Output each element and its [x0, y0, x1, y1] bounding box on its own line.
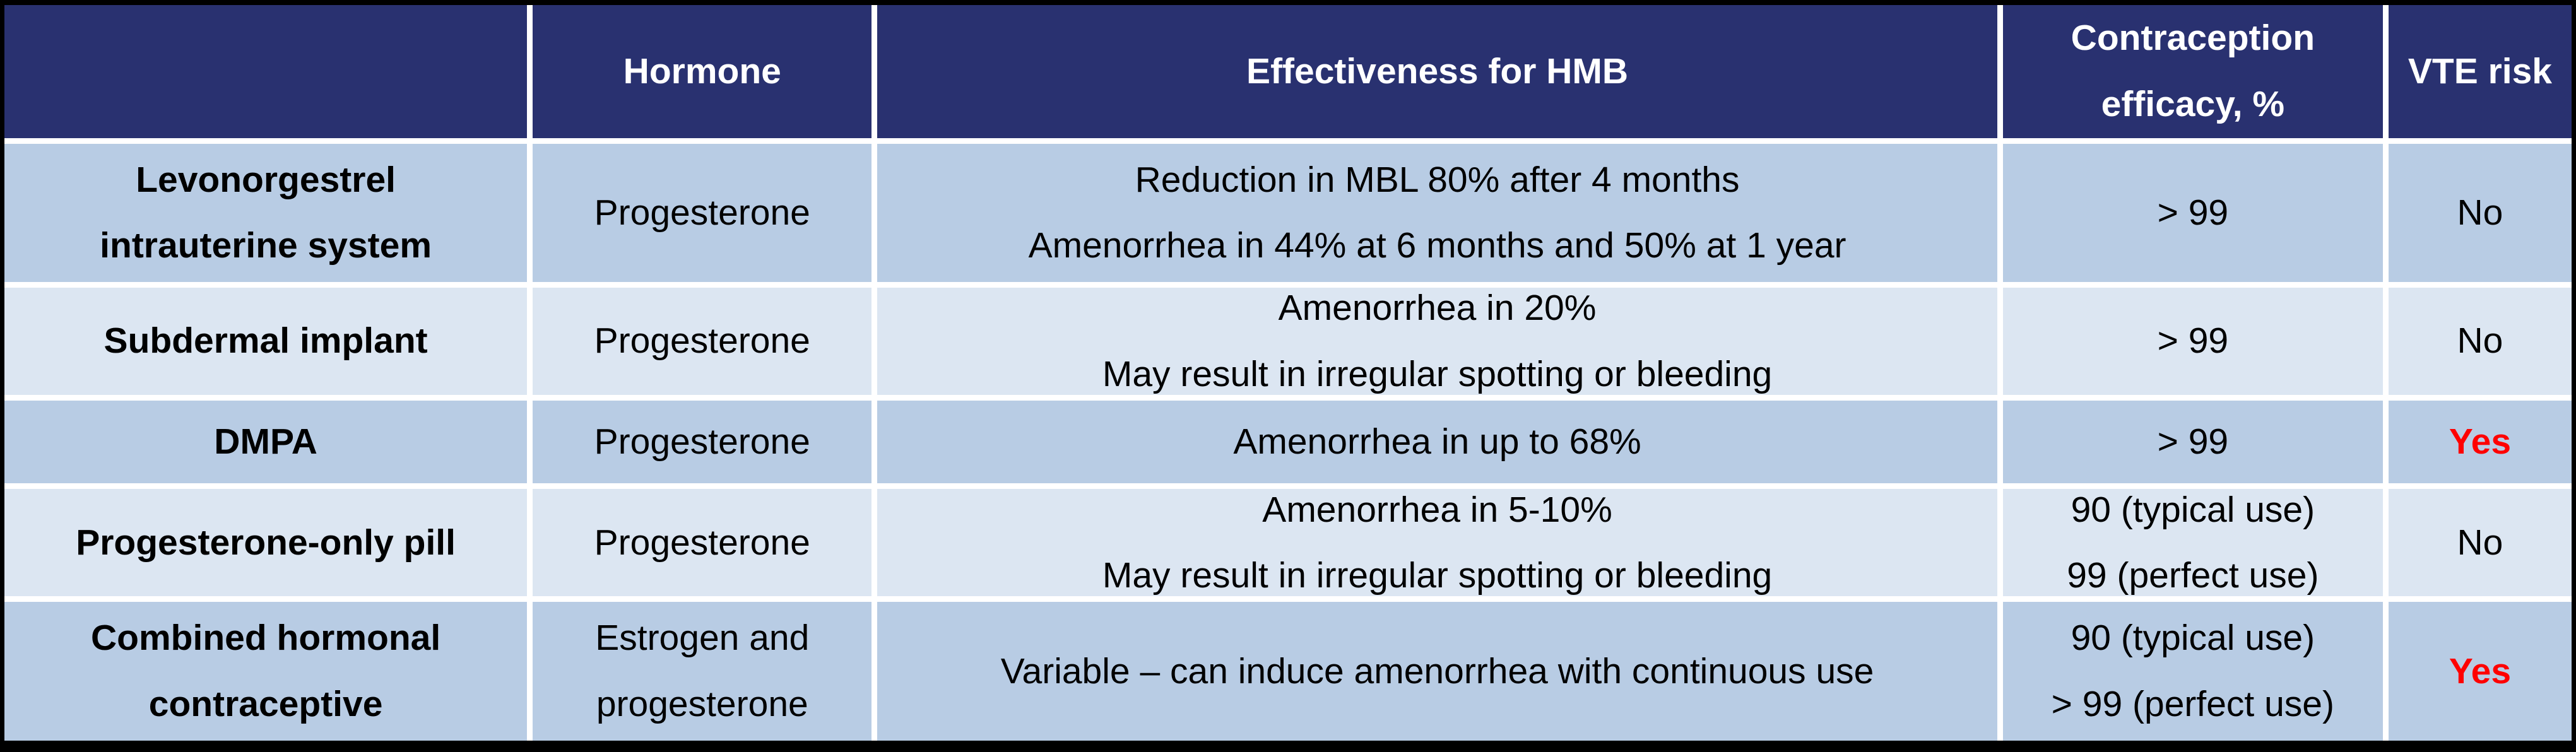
vte-value: No — [2457, 320, 2503, 361]
column-header-hormone: Hormone — [533, 5, 871, 138]
cell-text-line: Amenorrhea in up to 68% — [1233, 421, 1641, 462]
hormonal-contraceptive-table — [4, 5, 2572, 741]
cell-vte-risk — [2389, 144, 2572, 282]
cell-efficacy — [2003, 401, 2383, 484]
column-header-contraception-efficacy: Contraception efficacy, % — [2003, 5, 2383, 138]
cell-text-line: > 99 — [2157, 320, 2229, 361]
cell-hormone — [533, 144, 871, 282]
vte-value: Yes — [2449, 650, 2512, 691]
cell-text-line: 90 (typical use) — [2071, 489, 2315, 530]
row-label-line: intrauterine system — [100, 225, 432, 266]
row-label-line: Subdermal implant — [103, 320, 428, 361]
row-label-line: Combined hormonal — [91, 618, 441, 659]
row-label-line: DMPA — [214, 421, 317, 462]
row-label-combined-hormonal — [4, 602, 527, 741]
cell-hormone — [533, 288, 871, 395]
row-label-line: Progesterone-only pill — [76, 522, 456, 563]
cell-text-line: Progesterone — [594, 522, 810, 563]
row-label-progesterone-only-pill — [4, 489, 527, 596]
column-header-vte-risk: VTE risk — [2389, 5, 2572, 138]
column-header-blank — [4, 5, 527, 138]
cell-effectiveness — [877, 288, 1997, 395]
cell-efficacy — [2003, 288, 2383, 395]
cell-text-line: Estrogen and — [595, 618, 810, 659]
cell-efficacy — [2003, 144, 2383, 282]
cell-hormone — [533, 401, 871, 484]
cell-efficacy — [2003, 489, 2383, 596]
column-header-effectiveness: Effectiveness for HMB — [877, 5, 1997, 138]
row-label-levonorgestrel-ius — [4, 144, 527, 282]
cell-text-line: > 99 — [2157, 421, 2229, 462]
cell-text-line: Progesterone — [594, 320, 810, 361]
cell-vte-risk — [2389, 602, 2572, 741]
cell-text-line: > 99 (perfect use) — [2051, 684, 2334, 725]
cell-text-line: Amenorrhea in 5-10% — [1262, 489, 1612, 530]
cell-text-line: > 99 — [2157, 192, 2229, 233]
vte-value: No — [2457, 522, 2503, 563]
row-label-line: contraceptive — [148, 684, 383, 725]
cell-text-line: 99 (perfect use) — [2067, 555, 2319, 596]
cell-text-line: Reduction in MBL 80% after 4 months — [1135, 159, 1740, 200]
cell-text-line: Progesterone — [594, 192, 810, 233]
cell-vte-risk — [2389, 489, 2572, 596]
cell-effectiveness — [877, 401, 1997, 484]
cell-text-line: May result in irregular spotting or bleeding — [1102, 353, 1773, 394]
vte-value: No — [2457, 192, 2503, 233]
cell-text-line: Variable – can induce amenorrhea with continuous use — [1000, 650, 1874, 691]
cell-text-line: 90 (typical use) — [2071, 618, 2315, 659]
cell-efficacy — [2003, 602, 2383, 741]
cell-effectiveness — [877, 489, 1997, 596]
vte-value: Yes — [2449, 421, 2512, 462]
cell-effectiveness — [877, 602, 1997, 741]
cell-effectiveness — [877, 144, 1997, 282]
cell-vte-risk — [2389, 401, 2572, 484]
row-label-dmpa — [4, 401, 527, 484]
row-label-line: Levonorgestrel — [136, 159, 396, 200]
cell-hormone — [533, 489, 871, 596]
cell-hormone — [533, 602, 871, 741]
row-label-subdermal-implant — [4, 288, 527, 395]
cell-text-line: Amenorrhea in 20% — [1278, 287, 1597, 328]
cell-text-line: Amenorrhea in 44% at 6 months and 50% at 1 year — [1028, 225, 1846, 266]
cell-text-line: May result in irregular spotting or bleeding — [1102, 555, 1773, 596]
cell-text-line: Progesterone — [594, 421, 810, 462]
cell-text-line: progesterone — [596, 684, 808, 725]
cell-vte-risk — [2389, 288, 2572, 395]
